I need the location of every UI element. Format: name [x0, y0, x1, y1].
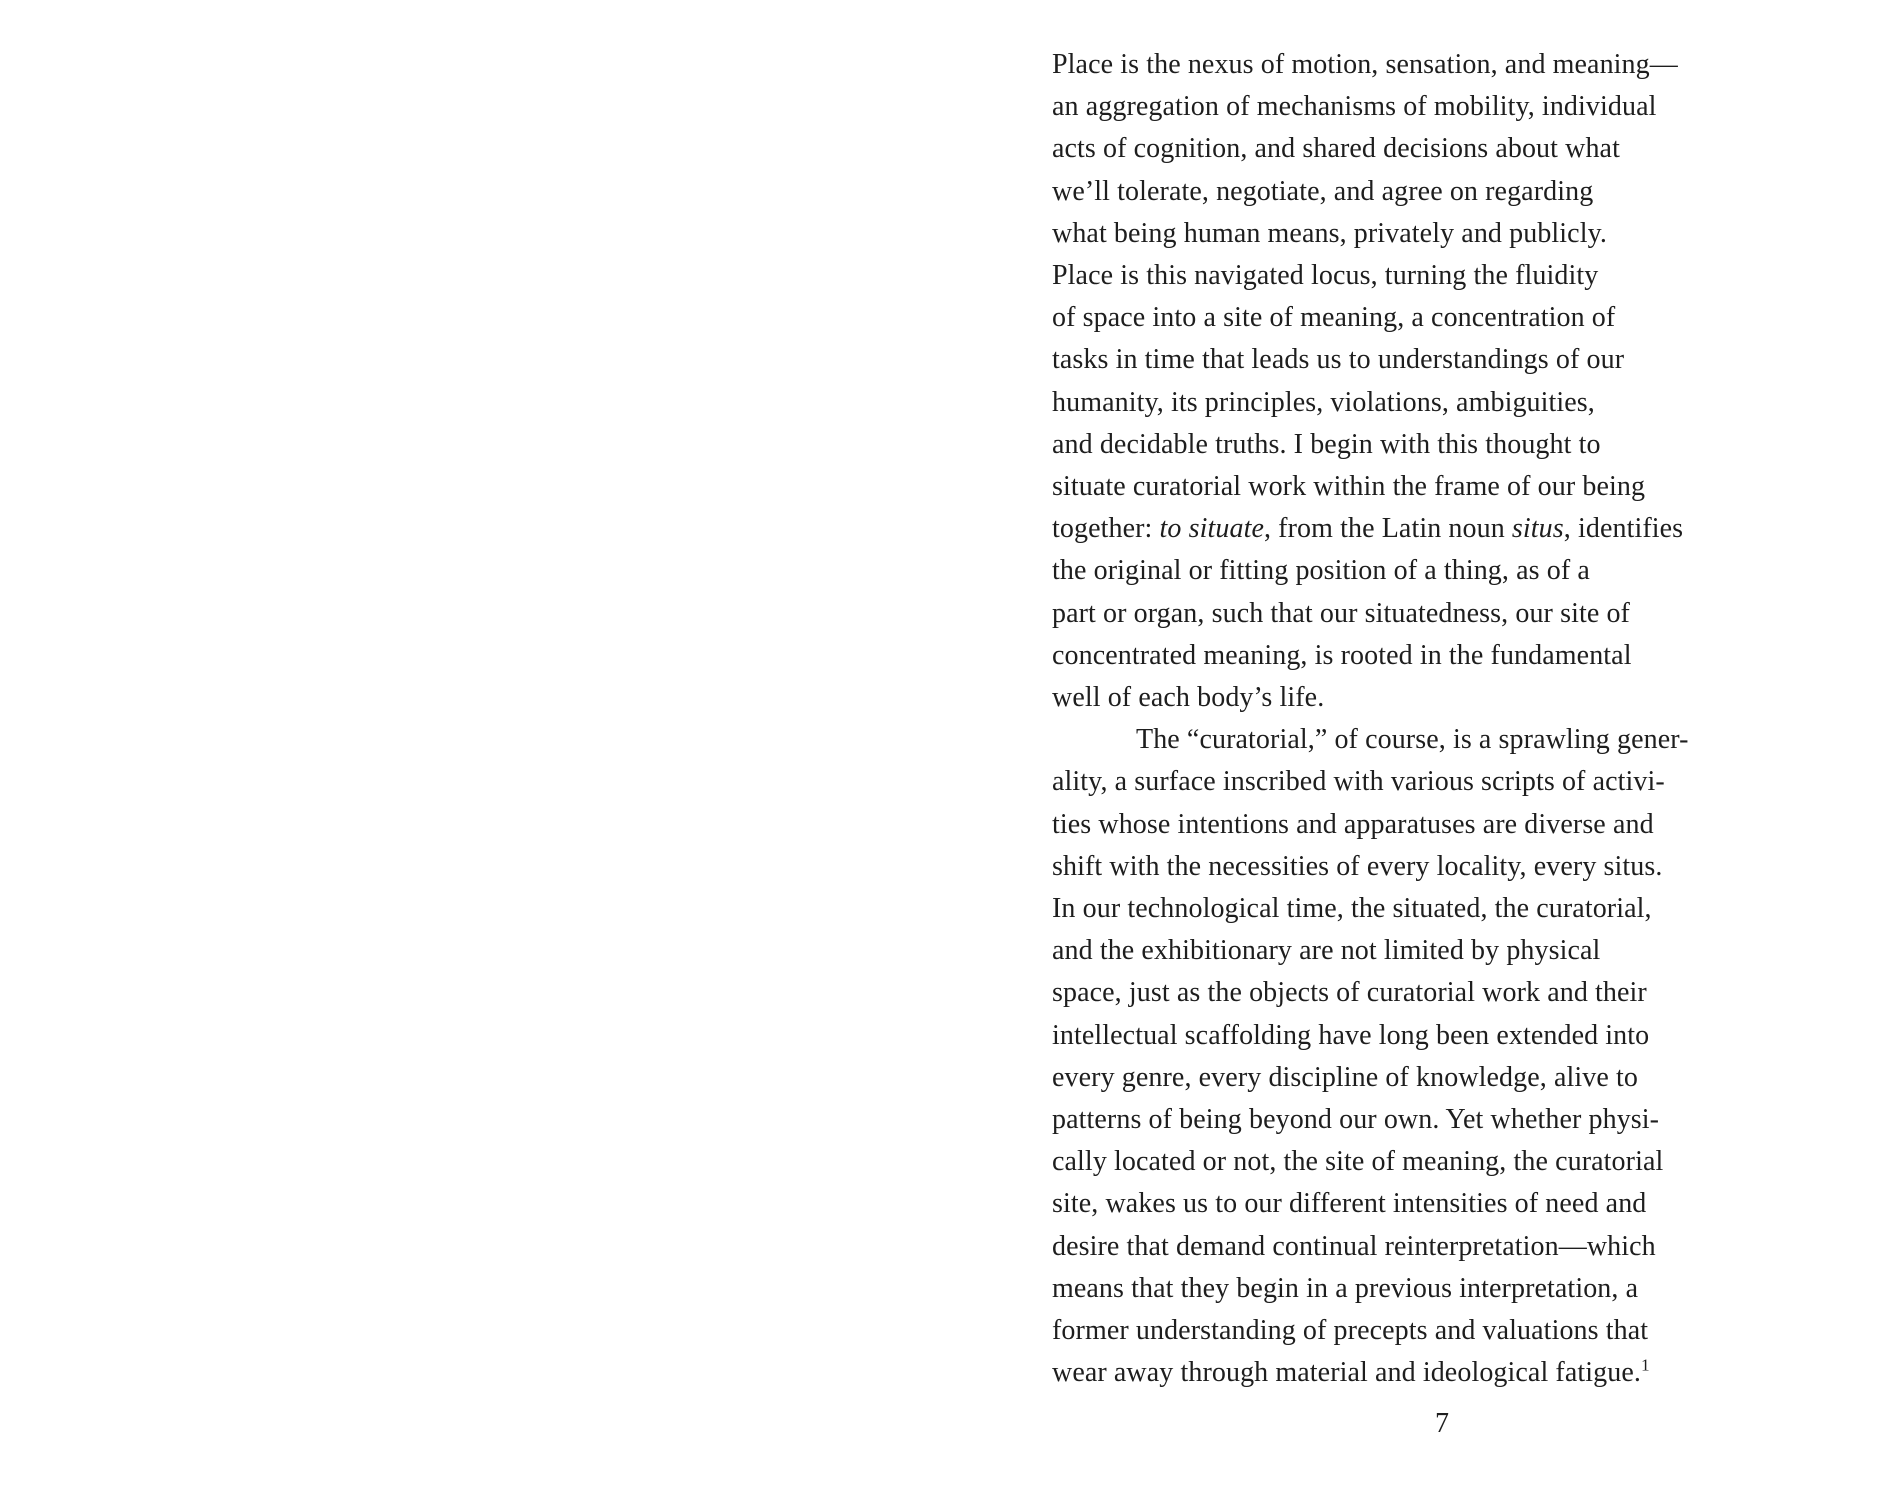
text-line [1052, 761, 1832, 803]
text-line [1052, 846, 1832, 888]
text-segment: shift with the necessities of every locality, every situs. [1052, 850, 1663, 882]
paragraph [1052, 44, 1832, 719]
text-line [1052, 1352, 1832, 1394]
text-segment: concentrated meaning, is rooted in the fundamental [1052, 639, 1632, 671]
text-line [1052, 635, 1832, 677]
text-line [1052, 44, 1832, 86]
text-segment: The “curatorial,” of course, is a sprawling gener- [1136, 724, 1689, 756]
text-line [1052, 1057, 1832, 1099]
text-segment: we’ll tolerate, negotiate, and agree on regarding [1052, 175, 1594, 207]
text-segment: cally located or not, the site of meaning, the curatorial [1052, 1146, 1664, 1178]
text-line [1052, 804, 1832, 846]
text-segment: Place is the nexus of motion, sensation, and meaning— [1052, 49, 1678, 80]
text-segment: patterns of being beyond our own. Yet whether physi- [1052, 1104, 1660, 1136]
text-line [1052, 1183, 1832, 1225]
text-segment: site, wakes us to our different intensities of need and [1052, 1188, 1647, 1220]
text-line [1052, 719, 1832, 761]
text-segment: together: [1052, 513, 1160, 545]
text-segment: means that they begin in a previous interpretation, a [1052, 1272, 1639, 1304]
text-segment: intellectual scaffolding have long been extended into [1052, 1019, 1650, 1051]
text-segment: an aggregation of mechanisms of mobility, individual [1052, 91, 1657, 123]
text-line [1052, 1310, 1832, 1352]
text-line [1052, 86, 1832, 128]
text-line [1052, 1268, 1832, 1310]
text-line [1052, 1226, 1832, 1268]
text-segment: desire that demand continual reinterpretation—which [1052, 1230, 1656, 1262]
text-line [1052, 339, 1832, 381]
text-segment: In our technological time, the situated, the curatorial, [1052, 893, 1652, 925]
text-segment: the original or fitting position of a thing, as of a [1052, 555, 1590, 587]
text-line [1052, 930, 1832, 972]
text-line [1052, 424, 1832, 466]
text-segment: humanity, its principles, violations, ambiguities, [1052, 386, 1595, 418]
text-segment: acts of cognition, and shared decisions about what [1052, 133, 1620, 165]
text-segment: situate curatorial work within the frame of our being [1052, 471, 1646, 503]
text-line [1052, 255, 1832, 297]
text-segment: , identifies [1563, 513, 1684, 545]
text-line [1052, 677, 1832, 719]
text-segment: Place is this navigated locus, turning the fluidity [1052, 260, 1599, 292]
text-line [1052, 888, 1832, 930]
text-segment: and the exhibitionary are not limited by physical [1052, 935, 1601, 967]
text-column [1052, 44, 1832, 1395]
text-segment: former understanding of precepts and valuations that [1052, 1315, 1649, 1347]
text-segment: ality, a surface inscribed with various scripts of activi- [1052, 766, 1665, 798]
text-line [1052, 171, 1832, 213]
text-segment: part or organ, such that our situatedness, our site of [1052, 597, 1630, 629]
text-line [1052, 1141, 1832, 1183]
text-line [1052, 297, 1832, 339]
text-line [1052, 128, 1832, 170]
text-segment: wear away through material and ideological fatigue. [1052, 1357, 1641, 1389]
text-segment: of space into a site of meaning, a concentration of [1052, 302, 1616, 334]
text-segment: to situate [1159, 513, 1264, 545]
text-segment: what being human means, privately and publicly. [1052, 217, 1607, 249]
text-line [1052, 972, 1832, 1014]
text-line [1052, 1099, 1832, 1141]
text-segment: and decidable truths. I begin with this thought to [1052, 428, 1601, 460]
paragraph [1052, 719, 1832, 1394]
text-line [1052, 593, 1832, 635]
text-segment: tasks in time that leads us to understandings of our [1052, 344, 1625, 376]
text-segment: space, just as the objects of curatorial work and their [1052, 977, 1647, 1009]
text-segment: every genre, every discipline of knowledge, alive to [1052, 1061, 1638, 1093]
text-line [1052, 1015, 1832, 1057]
text-segment: situs [1511, 513, 1564, 545]
text-line [1052, 466, 1832, 508]
text-line [1052, 213, 1832, 255]
page-number: 7 [1435, 1408, 1449, 1439]
footnote-marker: 1 [1640, 1355, 1650, 1375]
text-segment: ties whose intentions and apparatuses are diverse and [1052, 808, 1654, 840]
text-line [1052, 550, 1832, 592]
text-segment: , from the Latin noun [1263, 513, 1512, 545]
text-segment: well of each body’s life. [1052, 682, 1325, 714]
text-line [1052, 508, 1832, 550]
text-line [1052, 382, 1832, 424]
